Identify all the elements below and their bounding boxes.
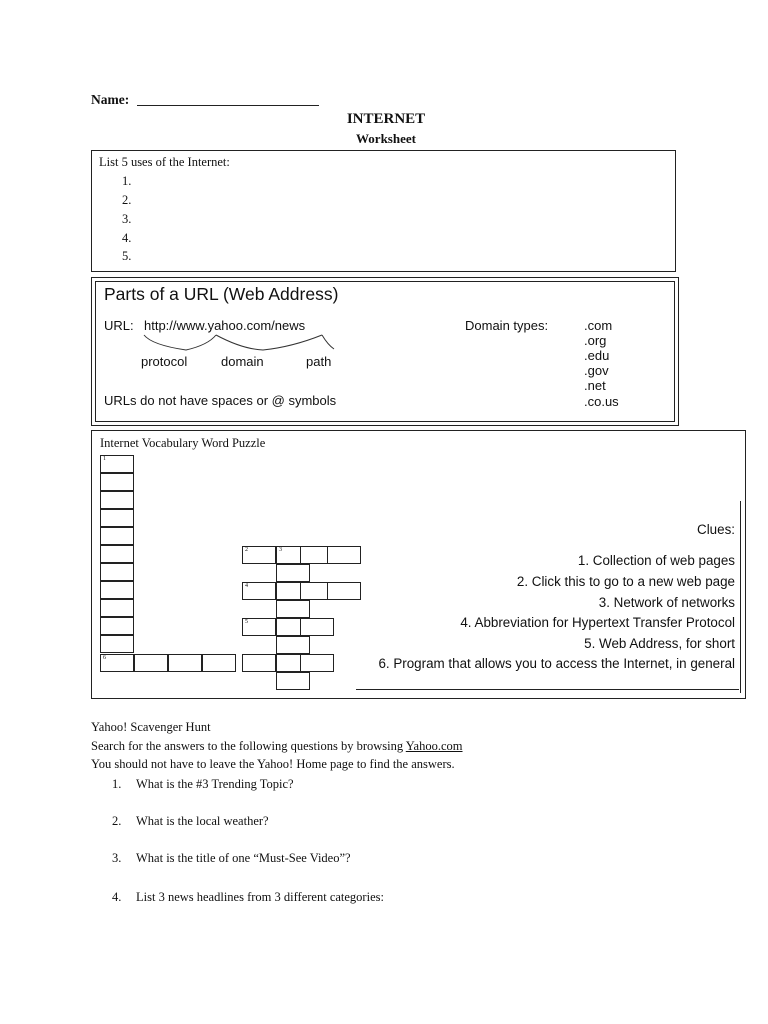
clue-panel-rule <box>740 501 741 693</box>
puzzle-cell[interactable] <box>100 455 134 473</box>
url-box <box>91 277 679 426</box>
hunt-question <box>112 777 294 792</box>
puzzle-cell[interactable] <box>100 563 134 581</box>
clue-item: 5. Web Address, for short <box>584 636 735 651</box>
clue-item: 2. Click this to go to a new web page <box>516 574 735 589</box>
hunt-title: Yahoo! Scavenger Hunt <box>91 720 211 734</box>
clue-number: 6 <box>103 655 106 661</box>
hunt-line2: You should not have to leave the Yahoo! Home page to find the answers. <box>91 757 455 771</box>
question-number: 3. <box>112 851 122 865</box>
puzzle-cell[interactable] <box>300 618 334 636</box>
domain-type: .co.us <box>584 394 619 409</box>
page-title: INTERNET <box>346 111 426 127</box>
puzzle-cell[interactable] <box>100 581 134 599</box>
puzzle-cell[interactable] <box>242 618 276 636</box>
puzzle-cell[interactable] <box>100 635 134 653</box>
puzzle-cell[interactable] <box>134 654 168 672</box>
puzzle-cell[interactable] <box>100 654 134 672</box>
url-box-title: Parts of a URL (Web Address) <box>104 284 339 304</box>
uses-item[interactable]: 1. <box>122 174 132 188</box>
question-text: What is the local weather? <box>136 814 269 828</box>
uses-prompt: List 5 uses of the Internet: <box>99 155 230 169</box>
domain-type: .edu <box>584 348 610 363</box>
hunt-instructions <box>91 739 463 754</box>
uses-item[interactable]: 4. <box>122 231 132 245</box>
puzzle-cell[interactable] <box>242 582 276 600</box>
domain-type: .org <box>584 333 607 348</box>
clue-item: 1. Collection of web pages <box>577 553 735 568</box>
yahoo-link[interactable]: Yahoo.com <box>405 739 463 753</box>
uses-item[interactable]: 3. <box>122 212 132 226</box>
clue-number: 3 <box>279 547 282 553</box>
url-part-domain: domain <box>221 354 264 369</box>
clue-number: 2 <box>245 547 248 553</box>
puzzle-cell[interactable] <box>276 672 310 690</box>
name-field[interactable] <box>91 92 319 108</box>
puzzle-cell[interactable] <box>168 654 202 672</box>
puzzle-cell[interactable] <box>100 491 134 509</box>
puzzle-cell[interactable] <box>327 546 361 564</box>
url-part-path: path <box>306 354 332 369</box>
hunt-question <box>112 814 269 829</box>
puzzle-cell[interactable] <box>327 582 361 600</box>
url-part-protocol: protocol <box>141 354 188 369</box>
question-text: List 3 news headlines from 3 different categories: <box>136 890 384 904</box>
hunt-question <box>112 890 384 905</box>
hunt-question <box>112 851 351 866</box>
url-label: URL: <box>104 318 134 333</box>
question-number: 4. <box>112 890 122 904</box>
question-number: 2. <box>112 814 122 828</box>
puzzle-cell[interactable] <box>242 654 276 672</box>
puzzle-box <box>91 430 746 699</box>
puzzle-cell[interactable] <box>100 473 134 491</box>
clue-number: 4 <box>245 583 248 589</box>
clue-number: 1 <box>103 456 106 462</box>
clue-item: 3. Network of networks <box>598 595 735 610</box>
hunt-line1: Search for the answers to the following questions by browsing <box>91 739 404 753</box>
question-text: What is the #3 Trending Topic? <box>136 777 294 791</box>
clue-item: 4. Abbreviation for Hypertext Transfer Protocol <box>460 615 735 630</box>
name-label: Name: <box>91 92 130 107</box>
domain-type: .net <box>584 378 606 393</box>
domain-type: .com <box>584 318 613 333</box>
domain-type: .gov <box>584 363 609 378</box>
puzzle-cell[interactable] <box>276 564 310 582</box>
puzzle-cell[interactable] <box>202 654 236 672</box>
puzzle-cell[interactable] <box>276 636 310 654</box>
puzzle-cell[interactable] <box>242 546 276 564</box>
domain-types-label: Domain types: <box>465 318 549 333</box>
clue-number: 5 <box>245 619 248 625</box>
puzzle-cell[interactable] <box>276 600 310 618</box>
puzzle-cell[interactable] <box>100 617 134 635</box>
uses-box <box>91 150 676 272</box>
url-note: URLs do not have spaces or @ symbols <box>104 393 337 408</box>
puzzle-cell[interactable] <box>100 527 134 545</box>
url-example: http://www.yahoo.com/news <box>144 318 306 333</box>
clues-heading: Clues: <box>697 522 735 537</box>
puzzle-cell[interactable] <box>300 654 334 672</box>
clue-item: 6. Program that allows you to access the Internet, in general <box>378 656 735 671</box>
uses-item[interactable]: 2. <box>122 193 132 207</box>
clue-panel-baseline <box>356 689 739 690</box>
puzzle-cell[interactable] <box>100 599 134 617</box>
puzzle-cell[interactable] <box>100 545 134 563</box>
uses-item[interactable]: 5. <box>122 249 132 263</box>
page-subtitle: Worksheet <box>356 131 416 146</box>
name-blank-line[interactable] <box>137 93 319 106</box>
question-text: What is the title of one “Must-See Video”? <box>136 851 351 865</box>
question-number: 1. <box>112 777 122 791</box>
puzzle-cell[interactable] <box>100 509 134 527</box>
puzzle-title: Internet Vocabulary Word Puzzle <box>100 436 266 450</box>
